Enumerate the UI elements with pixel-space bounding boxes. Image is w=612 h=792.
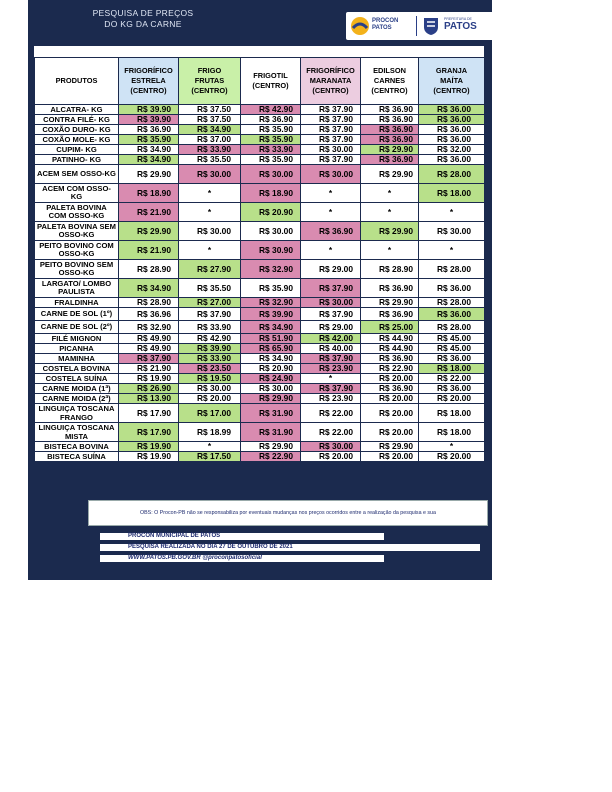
- price-cell: R$ 20.90: [241, 203, 301, 222]
- spacer-cell: [35, 46, 485, 58]
- procon-logo-line-2: PATOS: [372, 25, 392, 31]
- price-cell: R$ 40.00: [301, 344, 361, 354]
- footer-website-link[interactable]: WWW.PATOS.PB.GOV.BR @proconpatosoficial: [100, 555, 384, 562]
- price-cell: R$ 19.50: [179, 374, 241, 384]
- table-row: [35, 260, 485, 279]
- price-cell: R$ 20.00: [361, 374, 419, 384]
- table-row: [35, 364, 485, 374]
- price-cell: R$ 30.00: [241, 384, 301, 394]
- table-row: [35, 115, 485, 125]
- product-name: PICANHA: [35, 344, 119, 354]
- price-cell: R$ 18.90: [119, 184, 179, 203]
- price-cell: R$ 36.90: [361, 155, 419, 165]
- price-cell: R$ 22.00: [301, 423, 361, 442]
- spacer-row: [35, 46, 485, 58]
- price-cell: R$ 20.00: [361, 423, 419, 442]
- product-name: CARNE MOIDA (1ª): [35, 384, 119, 394]
- price-cell: R$ 36.90: [361, 115, 419, 125]
- price-cell: R$ 20.90: [241, 364, 301, 374]
- price-cell: *: [301, 241, 361, 260]
- col-label: EDILSON: [373, 66, 406, 75]
- price-cell: R$ 36.00: [419, 279, 485, 298]
- price-cell: R$ 17.90: [119, 404, 179, 423]
- table-row: [35, 125, 485, 135]
- prefeitura-crest-icon: [422, 16, 440, 36]
- col-label: (CENTRO): [371, 86, 408, 95]
- column-header: [179, 58, 241, 105]
- price-cell: R$ 25.00: [361, 321, 419, 334]
- price-cell: R$ 30.00: [301, 442, 361, 452]
- table-row: [35, 241, 485, 260]
- product-name: CONTRA FILÉ- KG: [35, 115, 119, 125]
- procon-logo-text: [372, 18, 398, 32]
- price-cell: R$ 29.00: [301, 260, 361, 279]
- price-cell: R$ 28.00: [419, 298, 485, 308]
- price-cell: R$ 36.00: [419, 115, 485, 125]
- price-cell: *: [361, 184, 419, 203]
- price-cell: R$ 35.50: [179, 155, 241, 165]
- price-cell: *: [179, 203, 241, 222]
- product-name: LINGUIÇA TOSCANA MISTA: [35, 423, 119, 442]
- price-cell: *: [419, 203, 485, 222]
- table-row: [35, 321, 485, 334]
- col-label: FRIGO: [197, 66, 222, 75]
- price-cell: *: [361, 203, 419, 222]
- price-cell: R$ 36.90: [361, 279, 419, 298]
- price-cell: R$ 28.90: [361, 260, 419, 279]
- col-label: ESTRELA: [131, 76, 166, 85]
- price-cell: R$ 30.00: [301, 165, 361, 184]
- price-cell: *: [179, 184, 241, 203]
- price-cell: R$ 29.90: [361, 145, 419, 155]
- product-name: BISTECA BOVINA: [35, 442, 119, 452]
- table-row: [35, 184, 485, 203]
- price-cell: R$ 36.90: [361, 125, 419, 135]
- price-cell: R$ 20.00: [179, 394, 241, 404]
- column-header: [35, 58, 119, 105]
- price-cell: R$ 18.99: [179, 423, 241, 442]
- column-header: [119, 58, 179, 105]
- price-cell: R$ 36.90: [241, 115, 301, 125]
- price-cell: R$ 22.90: [241, 452, 301, 462]
- price-cell: R$ 49.90: [119, 334, 179, 344]
- price-cell: R$ 35.90: [119, 135, 179, 145]
- price-cell: R$ 39.90: [119, 105, 179, 115]
- price-cell: R$ 39.90: [241, 308, 301, 321]
- col-label: (CENTRO): [312, 86, 349, 95]
- table-row: [35, 442, 485, 452]
- product-name: CARNE DE SOL (2º): [35, 321, 119, 334]
- price-cell: R$ 36.90: [361, 105, 419, 115]
- prefeitura-logo-text: [444, 17, 477, 32]
- price-cell: *: [419, 241, 485, 260]
- price-cell: R$ 36.00: [419, 384, 485, 394]
- price-cell: R$ 37.50: [179, 105, 241, 115]
- price-cell: R$ 34.90: [241, 321, 301, 334]
- price-cell: R$ 23.90: [301, 364, 361, 374]
- price-cell: R$ 42.90: [179, 334, 241, 344]
- price-cell: R$ 39.90: [119, 115, 179, 125]
- product-name: COXÃO DURO- KG: [35, 125, 119, 135]
- price-cell: R$ 30.00: [179, 384, 241, 394]
- product-name: LINGUIÇA TOSCANA FRANGO: [35, 404, 119, 423]
- price-cell: R$ 34.90: [179, 125, 241, 135]
- table-row: [35, 404, 485, 423]
- price-cell: R$ 36.90: [119, 125, 179, 135]
- price-cell: R$ 29.90: [361, 222, 419, 241]
- price-cell: R$ 30.00: [179, 222, 241, 241]
- col-label: CARNES: [373, 76, 406, 85]
- price-cell: R$ 36.00: [419, 105, 485, 115]
- price-cell: R$ 29.90: [119, 222, 179, 241]
- prefeitura-logo-big: PATOS: [444, 21, 477, 32]
- price-cell: R$ 37.00: [179, 135, 241, 145]
- product-name: PATINHO- KG: [35, 155, 119, 165]
- footer-line-2: PESQUISA REALIZADA NO DIA 27 DE OUTUBRO DE 2021: [100, 544, 480, 551]
- price-cell: R$ 37.90: [301, 105, 361, 115]
- price-cell: R$ 36.90: [361, 308, 419, 321]
- price-cell: R$ 19.90: [119, 374, 179, 384]
- price-cell: R$ 36.00: [419, 135, 485, 145]
- column-header: [241, 58, 301, 105]
- product-name: MAMINHA: [35, 354, 119, 364]
- product-name: ALCATRA- KG: [35, 105, 119, 115]
- table-row: [35, 222, 485, 241]
- price-cell: R$ 21.90: [119, 241, 179, 260]
- price-cell: R$ 31.90: [241, 423, 301, 442]
- price-cell: R$ 35.90: [241, 135, 301, 145]
- price-cell: R$ 36.00: [419, 308, 485, 321]
- table-row: [35, 394, 485, 404]
- price-cell: R$ 45.00: [419, 334, 485, 344]
- price-cell: R$ 36.00: [419, 155, 485, 165]
- price-cell: R$ 36.00: [419, 125, 485, 135]
- price-cell: R$ 35.90: [241, 125, 301, 135]
- price-cell: R$ 30.00: [241, 222, 301, 241]
- logo-divider: [416, 16, 417, 36]
- col-label: MARANATA: [309, 76, 352, 85]
- price-cell: R$ 13.90: [119, 394, 179, 404]
- table-body: [35, 105, 485, 462]
- price-cell: R$ 44.90: [361, 334, 419, 344]
- price-table-wrap: [34, 46, 484, 462]
- price-cell: R$ 23.50: [179, 364, 241, 374]
- title-line-2: DO KG DA CARNE: [104, 19, 182, 29]
- price-cell: R$ 36.96: [119, 308, 179, 321]
- price-cell: R$ 29.00: [301, 321, 361, 334]
- price-cell: R$ 36.90: [361, 135, 419, 145]
- price-cell: R$ 27.90: [179, 260, 241, 279]
- price-cell: R$ 45.00: [419, 344, 485, 354]
- price-cell: R$ 30.00: [179, 165, 241, 184]
- table-row: [35, 452, 485, 462]
- price-cell: R$ 26.90: [119, 384, 179, 394]
- price-cell: R$ 37.90: [301, 155, 361, 165]
- price-cell: R$ 32.00: [419, 145, 485, 155]
- price-cell: R$ 22.00: [301, 404, 361, 423]
- product-name: BISTECA SUÍNA: [35, 452, 119, 462]
- price-cell: R$ 23.90: [301, 394, 361, 404]
- price-cell: R$ 30.00: [301, 298, 361, 308]
- price-cell: R$ 37.90: [301, 308, 361, 321]
- product-name: PALETA BOVINA SEM OSSO-KG: [35, 222, 119, 241]
- price-cell: R$ 37.50: [179, 115, 241, 125]
- col-label: GRANJA: [435, 66, 468, 75]
- col-label: PRODUTOS: [55, 76, 98, 85]
- price-cell: R$ 36.90: [301, 222, 361, 241]
- price-cell: R$ 29.90: [361, 442, 419, 452]
- col-label: (CENTRO): [252, 81, 289, 90]
- table-row: [35, 155, 485, 165]
- price-cell: R$ 30.00: [301, 145, 361, 155]
- price-cell: R$ 37.90: [301, 354, 361, 364]
- price-cell: R$ 37.90: [119, 354, 179, 364]
- col-label: (CENTRO): [130, 86, 167, 95]
- table-row: [35, 423, 485, 442]
- product-name: LARGATO/ LOMBO PAULISTA: [35, 279, 119, 298]
- price-cell: R$ 20.00: [361, 452, 419, 462]
- price-cell: R$ 33.90: [179, 321, 241, 334]
- col-label: (CENTRO): [191, 86, 228, 95]
- price-cell: R$ 27.00: [179, 298, 241, 308]
- price-cell: R$ 36.00: [419, 354, 485, 364]
- price-cell: R$ 18.00: [419, 364, 485, 374]
- col-label: FRIGORÍFICO: [306, 66, 355, 75]
- price-cell: R$ 33.90: [179, 145, 241, 155]
- table-row: [35, 165, 485, 184]
- header-row: [35, 58, 485, 105]
- price-cell: R$ 18.90: [241, 184, 301, 203]
- price-cell: R$ 34.90: [119, 279, 179, 298]
- product-name: CARNE MOIDA (2ª): [35, 394, 119, 404]
- product-name: FILÉ MIGNON: [35, 334, 119, 344]
- prefeitura-logo-small: PREFEITURA DE: [444, 17, 472, 21]
- price-cell: *: [301, 374, 361, 384]
- price-cell: R$ 33.90: [179, 354, 241, 364]
- price-cell: *: [301, 184, 361, 203]
- price-cell: R$ 21.90: [119, 364, 179, 374]
- price-cell: R$ 29.90: [241, 442, 301, 452]
- price-cell: R$ 32.90: [241, 260, 301, 279]
- price-cell: R$ 65.90: [241, 344, 301, 354]
- col-label: MAÍTA: [440, 76, 463, 85]
- obs-note: OBS: O Procon-PB não se responsabiliza por eventuais mudanças nos preços ocorridos entre a realização da pesquisa e sua: [88, 500, 488, 526]
- price-cell: R$ 35.90: [241, 279, 301, 298]
- price-cell: R$ 37.90: [301, 135, 361, 145]
- price-cell: R$ 36.90: [361, 354, 419, 364]
- price-cell: R$ 30.00: [419, 222, 485, 241]
- col-label: FRIGOTIL: [253, 71, 288, 80]
- price-cell: R$ 30.90: [241, 241, 301, 260]
- price-cell: R$ 20.00: [361, 394, 419, 404]
- price-cell: R$ 24.90: [241, 374, 301, 384]
- logos-box: [346, 12, 498, 40]
- table-row: [35, 203, 485, 222]
- price-cell: *: [419, 442, 485, 452]
- price-cell: R$ 34.90: [241, 354, 301, 364]
- price-cell: R$ 20.00: [419, 394, 485, 404]
- table-row: [35, 279, 485, 298]
- col-label: FRUTAS: [194, 76, 225, 85]
- price-cell: R$ 20.00: [419, 452, 485, 462]
- price-cell: R$ 28.90: [119, 298, 179, 308]
- page-title: [88, 8, 198, 30]
- price-cell: R$ 18.00: [419, 423, 485, 442]
- table-row: [35, 145, 485, 155]
- table-row: [35, 344, 485, 354]
- price-cell: R$ 17.00: [179, 404, 241, 423]
- product-name: COSTELA SUÍNA: [35, 374, 119, 384]
- price-cell: R$ 18.00: [419, 404, 485, 423]
- product-name: COXÃO MOLE- KG: [35, 135, 119, 145]
- product-name: ACEM COM OSSO-KG: [35, 184, 119, 203]
- table-row: [35, 298, 485, 308]
- price-cell: *: [361, 241, 419, 260]
- price-cell: R$ 30.00: [241, 165, 301, 184]
- table-row: [35, 135, 485, 145]
- procon-logo-line-1: PROCON: [372, 18, 399, 24]
- price-cell: R$ 28.00: [419, 321, 485, 334]
- price-cell: R$ 20.00: [301, 452, 361, 462]
- footer-line-1: PROCON MUNICIPAL DE PATOS: [100, 533, 384, 540]
- price-cell: R$ 35.50: [179, 279, 241, 298]
- price-cell: R$ 42.00: [301, 334, 361, 344]
- column-header: [301, 58, 361, 105]
- price-cell: *: [301, 203, 361, 222]
- product-name: ACEM SEM OSSO-KG: [35, 165, 119, 184]
- price-cell: R$ 22.00: [419, 374, 485, 384]
- price-cell: R$ 35.90: [241, 155, 301, 165]
- price-cell: R$ 29.90: [119, 165, 179, 184]
- price-cell: R$ 37.90: [301, 384, 361, 394]
- price-cell: R$ 28.00: [419, 165, 485, 184]
- price-cell: R$ 42.90: [241, 105, 301, 115]
- price-cell: R$ 17.90: [119, 423, 179, 442]
- product-name: PEITO BOVINO SEM OSSO-KG: [35, 260, 119, 279]
- table-row: [35, 334, 485, 344]
- price-cell: R$ 37.90: [301, 115, 361, 125]
- price-cell: R$ 19.90: [119, 442, 179, 452]
- product-name: PEITO BOVINO COM OSSO-KG: [35, 241, 119, 260]
- price-cell: R$ 51.90: [241, 334, 301, 344]
- table-row: [35, 374, 485, 384]
- column-header: [361, 58, 419, 105]
- table-row: [35, 105, 485, 115]
- col-label: (CENTRO): [433, 86, 470, 95]
- price-cell: R$ 29.90: [241, 394, 301, 404]
- price-cell: R$ 34.90: [119, 155, 179, 165]
- price-cell: R$ 37.90: [301, 279, 361, 298]
- price-cell: R$ 28.00: [419, 260, 485, 279]
- price-table: [34, 46, 485, 462]
- column-header: [419, 58, 485, 105]
- price-cell: R$ 32.90: [119, 321, 179, 334]
- price-cell: R$ 29.90: [361, 165, 419, 184]
- product-name: CUPIM- KG: [35, 145, 119, 155]
- price-cell: R$ 28.90: [119, 260, 179, 279]
- product-name: COSTELA BOVINA: [35, 364, 119, 374]
- price-cell: R$ 29.90: [361, 298, 419, 308]
- price-cell: R$ 20.00: [361, 404, 419, 423]
- product-name: PALETA BOVINA COM OSSO-KG: [35, 203, 119, 222]
- price-cell: R$ 19.90: [119, 452, 179, 462]
- price-cell: R$ 32.90: [241, 298, 301, 308]
- product-name: FRALDINHA: [35, 298, 119, 308]
- price-cell: R$ 21.90: [119, 203, 179, 222]
- price-cell: R$ 37.90: [301, 125, 361, 135]
- price-cell: R$ 22.90: [361, 364, 419, 374]
- procon-logo-icon: [350, 16, 370, 36]
- title-line-1: PESQUISA DE PREÇOS: [92, 8, 194, 18]
- price-cell: *: [179, 442, 241, 452]
- table-row: [35, 384, 485, 394]
- col-label: FRIGORÍFICO: [124, 66, 173, 75]
- price-cell: R$ 49.90: [119, 344, 179, 354]
- price-cell: R$ 39.90: [179, 344, 241, 354]
- price-cell: R$ 33.90: [241, 145, 301, 155]
- price-cell: R$ 18.00: [419, 184, 485, 203]
- price-cell: R$ 36.90: [361, 384, 419, 394]
- price-cell: R$ 34.90: [119, 145, 179, 155]
- product-name: CARNE DE SOL (1º): [35, 308, 119, 321]
- price-cell: R$ 37.90: [179, 308, 241, 321]
- price-cell: *: [179, 241, 241, 260]
- table-row: [35, 308, 485, 321]
- price-cell: R$ 17.50: [179, 452, 241, 462]
- price-cell: R$ 31.90: [241, 404, 301, 423]
- table-row: [35, 354, 485, 364]
- price-cell: R$ 44.90: [361, 344, 419, 354]
